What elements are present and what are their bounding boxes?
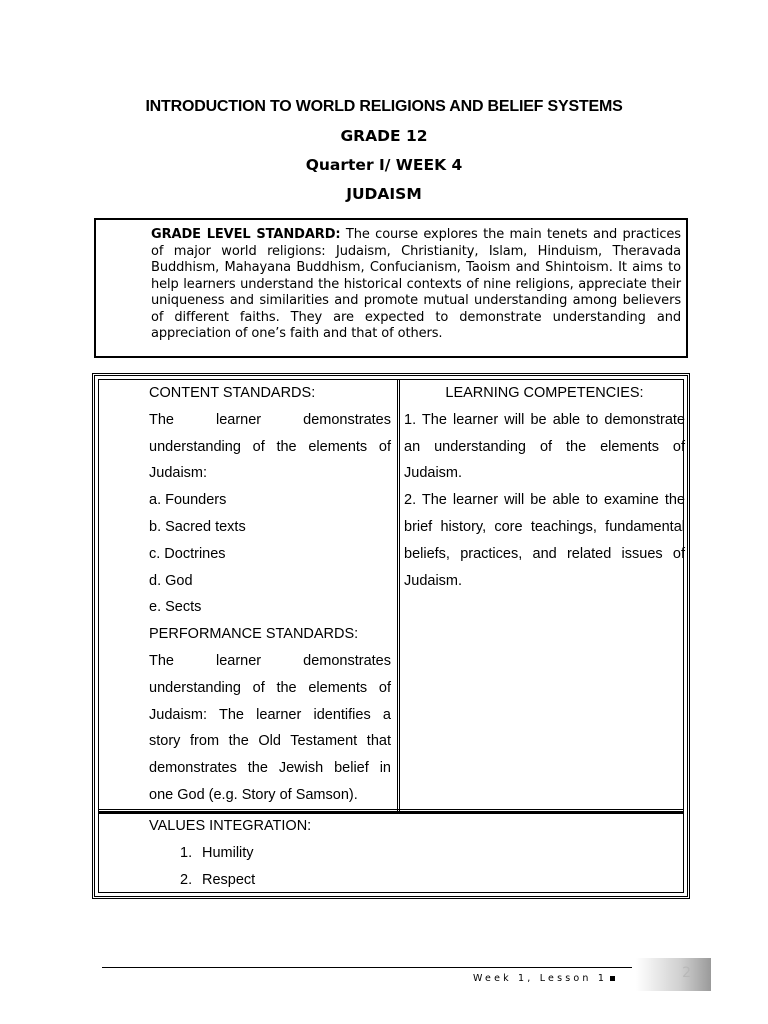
values-integration-heading: VALUES INTEGRATION:	[149, 818, 312, 834]
learning-competency-line: brief history, core teachings, fundamental	[404, 518, 685, 535]
column-divider	[397, 380, 400, 812]
content-standards-line: Judaism:	[149, 465, 208, 482]
performance-standards-line: The learner demonstrates	[149, 652, 391, 669]
grade-level-standard-box	[94, 218, 688, 358]
learning-competency-line: 2. The learner will be able to examine the	[404, 492, 685, 509]
values-item-label: Respect	[202, 871, 256, 888]
grade-level-standard-label: GRADE LEVEL STANDARD:	[151, 227, 341, 242]
topic-heading: JUDAISM	[346, 185, 422, 203]
content-standards-line: The learner demonstrates	[149, 411, 391, 428]
course-title: INTRODUCTION TO WORLD RELIGIONS AND BELIEF SYSTEMS	[145, 98, 623, 115]
content-standards-item: e. Sects	[149, 599, 202, 616]
performance-standards-heading: PERFORMANCE STANDARDS:	[149, 626, 359, 643]
content-standards-item: a. Founders	[149, 492, 227, 509]
footer-rule	[102, 967, 632, 968]
learning-competency-line: 1. The learner will be able to demonstrate	[404, 411, 685, 428]
values-item-number: 2.	[180, 871, 193, 888]
footer-lesson-label: Week 1, Lesson 1	[473, 973, 608, 984]
standards-table	[92, 373, 690, 899]
performance-standards-line: demonstrates the Jewish belief in	[149, 760, 391, 777]
content-standards-line: understanding of the elements of	[149, 438, 391, 455]
performance-standards-line: understanding of the elements of	[149, 679, 391, 696]
content-standards-item: c. Doctrines	[149, 545, 226, 562]
performance-standards-line: Judaism: The learner identifies a	[149, 706, 391, 723]
page-number: 2	[682, 965, 691, 981]
content-standards-heading: CONTENT STANDARDS:	[149, 385, 316, 401]
content-standards-item: b. Sacred texts	[149, 518, 246, 535]
values-integration	[149, 813, 549, 893]
grade-level-standard-text	[151, 227, 681, 343]
square-bullet-icon	[610, 976, 615, 981]
performance-standards-line: story from the Old Testament that	[149, 733, 391, 750]
values-item	[149, 867, 549, 894]
grade-heading: GRADE 12	[340, 127, 428, 145]
learning-competencies-heading: LEARNING COMPETENCIES:	[445, 385, 644, 401]
learning-competency-line: Judaism.	[404, 572, 463, 589]
page-number-box	[636, 958, 711, 991]
learning-competency-line: beliefs, practices, and related issues of	[404, 545, 685, 562]
grade-level-standard-body: The course explores the main tenets and practices of major world religions: Judaism, Christianity, Islam, Hinduism, Theravada Buddhism, Mahayana Buddhism, Confucianism, Taoism and Shintoism. It aims to help learners understand the historical contexts of nine religions, appreciate their uniqueness and similarities and promote mutual understanding among believers of different faiths. They are expected to demonstrate understanding and appreciation of one’s faith and that of others.	[151, 227, 681, 341]
learning-competency-line: Judaism.	[404, 465, 463, 482]
values-item-number: 1.	[180, 844, 193, 861]
performance-standards-line: one God (e.g. Story of Samson).	[149, 786, 358, 803]
left-column	[149, 380, 391, 809]
footer-lesson	[473, 973, 615, 984]
standards-table-inner	[98, 379, 684, 893]
values-item-label: Humility	[202, 844, 254, 861]
right-column	[404, 380, 685, 594]
learning-competency-line: an understanding of the elements of	[404, 438, 685, 455]
content-standards-item: d. God	[149, 572, 193, 589]
values-item	[149, 840, 549, 867]
quarter-week-heading: Quarter I/ WEEK 4	[305, 156, 463, 174]
